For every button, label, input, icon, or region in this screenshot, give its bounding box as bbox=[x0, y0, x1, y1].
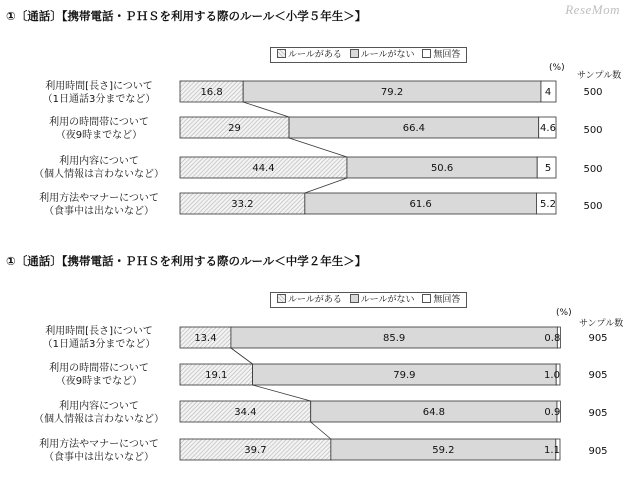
chart-1-connector-line-2 bbox=[289, 138, 347, 157]
chart-2-unit-label: (%) bbox=[556, 308, 572, 318]
chart-1-row-1-label-rule-no: 79.2 bbox=[380, 87, 404, 98]
chart-2-title: ①〔通話〕【携帯電話・ＰＨＳを利用する際のルール＜中学２年生＞】 bbox=[6, 254, 367, 268]
chart-1-row-label-1: 利用時間[長さ]について （1日通話3分までなど） bbox=[42, 81, 156, 105]
chart-2-connector-line-1 bbox=[231, 348, 253, 364]
chart-1-row-label-2: 利用の時間帯について （夜9時までなど） bbox=[49, 117, 149, 141]
legend-label-rule-yes: ルールがある bbox=[288, 295, 342, 305]
chart-1-row-4-label-no-answer: 5.2 bbox=[540, 199, 556, 210]
chart-2-row-label-1: 利用時間[長さ]について （1日通話3分までなど） bbox=[42, 326, 156, 350]
chart-2-sample-2: 905 bbox=[588, 370, 608, 381]
chart-1-row-1-label-rule-yes: 16.8 bbox=[200, 87, 223, 98]
chart-2-row-2-label-rule-yes: 19.1 bbox=[205, 370, 228, 381]
chart-2-row-2-label-rule-no: 79.9 bbox=[393, 370, 416, 381]
chart-1-title: ①〔通話〕【携帯電話・ＰＨＳを利用する際のルール＜小学５年生＞】 bbox=[6, 9, 367, 23]
chart-2-row-1-label-rule-yes: 13.4 bbox=[194, 333, 217, 344]
chart-1-sample-4: 500 bbox=[583, 201, 603, 212]
legend-label-rule-no: ルールがない bbox=[360, 295, 415, 305]
chart-2-row-4-label-no-answer: 1.1 bbox=[544, 445, 560, 456]
chart-2-row-label-3: 利用内容について （個人情報は言わないなど） bbox=[34, 401, 164, 425]
chart-2-sample-header: サンプル数 bbox=[579, 319, 624, 329]
chart-2-row-2-label-no-answer: 1.0 bbox=[544, 370, 560, 381]
legend-label-rule-no: ルールがない bbox=[360, 50, 415, 60]
chart-2-row-3-label-no-answer: 0.9 bbox=[544, 407, 561, 418]
chart-2-row-1-label-rule-no: 85.9 bbox=[382, 333, 406, 344]
chart-2-sample-4: 905 bbox=[588, 446, 608, 457]
chart-2-row-label-2: 利用の時間帯について （夜9時までなど） bbox=[49, 363, 149, 387]
chart-1-row-2-label-rule-yes: 29 bbox=[228, 123, 241, 134]
chart-2-connector-line-2 bbox=[253, 385, 311, 401]
chart-2-sample-1: 905 bbox=[588, 333, 608, 344]
chart-1-connector-line-1 bbox=[243, 102, 289, 117]
chart-1-row-4-label-rule-no: 61.6 bbox=[409, 199, 432, 210]
chart-1-row-1-label-no-answer: 4 bbox=[544, 87, 552, 98]
chart-2-row-label-4: 利用方法やマナーについて （食事中は出ないなど） bbox=[39, 439, 159, 463]
chart-1-unit-label: (%) bbox=[549, 63, 565, 73]
chart-1-row-label-3: 利用内容について （個人情報は言わないなど） bbox=[34, 156, 164, 180]
chart-2-row-3-label-rule-yes: 34.4 bbox=[234, 407, 257, 418]
chart-2-row-4-label-rule-no: 59.2 bbox=[432, 445, 455, 456]
chart-1-sample-3: 500 bbox=[583, 164, 603, 175]
chart-1-row-2-label-no-answer: 4.6 bbox=[540, 123, 556, 134]
chart-1-connector-line-3 bbox=[305, 178, 347, 193]
legend-label-no-answer: 無回答 bbox=[433, 295, 461, 305]
chart-1-row-2-label-rule-no: 66.4 bbox=[402, 123, 426, 134]
chart-1-sample-2: 500 bbox=[583, 125, 603, 136]
chart-1-row-label-4: 利用方法やマナーについて （食事中は出ないなど） bbox=[39, 193, 159, 217]
chart-2-row-3-label-rule-no: 64.8 bbox=[422, 407, 445, 418]
chart-1-sample-header: サンプル数 bbox=[577, 71, 622, 81]
legend-label-no-answer: 無回答 bbox=[433, 50, 461, 60]
watermark-logo: ReseMom bbox=[565, 2, 620, 17]
legend-label-rule-yes: ルールがある bbox=[288, 50, 342, 60]
chart-2-connector-line-3 bbox=[311, 422, 331, 439]
chart-2-row-1-label-no-answer: 0.8 bbox=[544, 333, 561, 344]
chart-1-row-3-label-rule-yes: 44.4 bbox=[252, 163, 275, 174]
chart-1-row-3-label-no-answer: 5 bbox=[544, 163, 552, 174]
chart-1-row-4-label-rule-yes: 33.2 bbox=[231, 199, 254, 210]
chart-2-row-4-label-rule-yes: 39.7 bbox=[244, 445, 267, 456]
chart-1-sample-1: 500 bbox=[583, 87, 603, 98]
chart-2-sample-3: 905 bbox=[588, 408, 608, 419]
chart-1-row-3-label-rule-no: 50.6 bbox=[430, 163, 454, 174]
